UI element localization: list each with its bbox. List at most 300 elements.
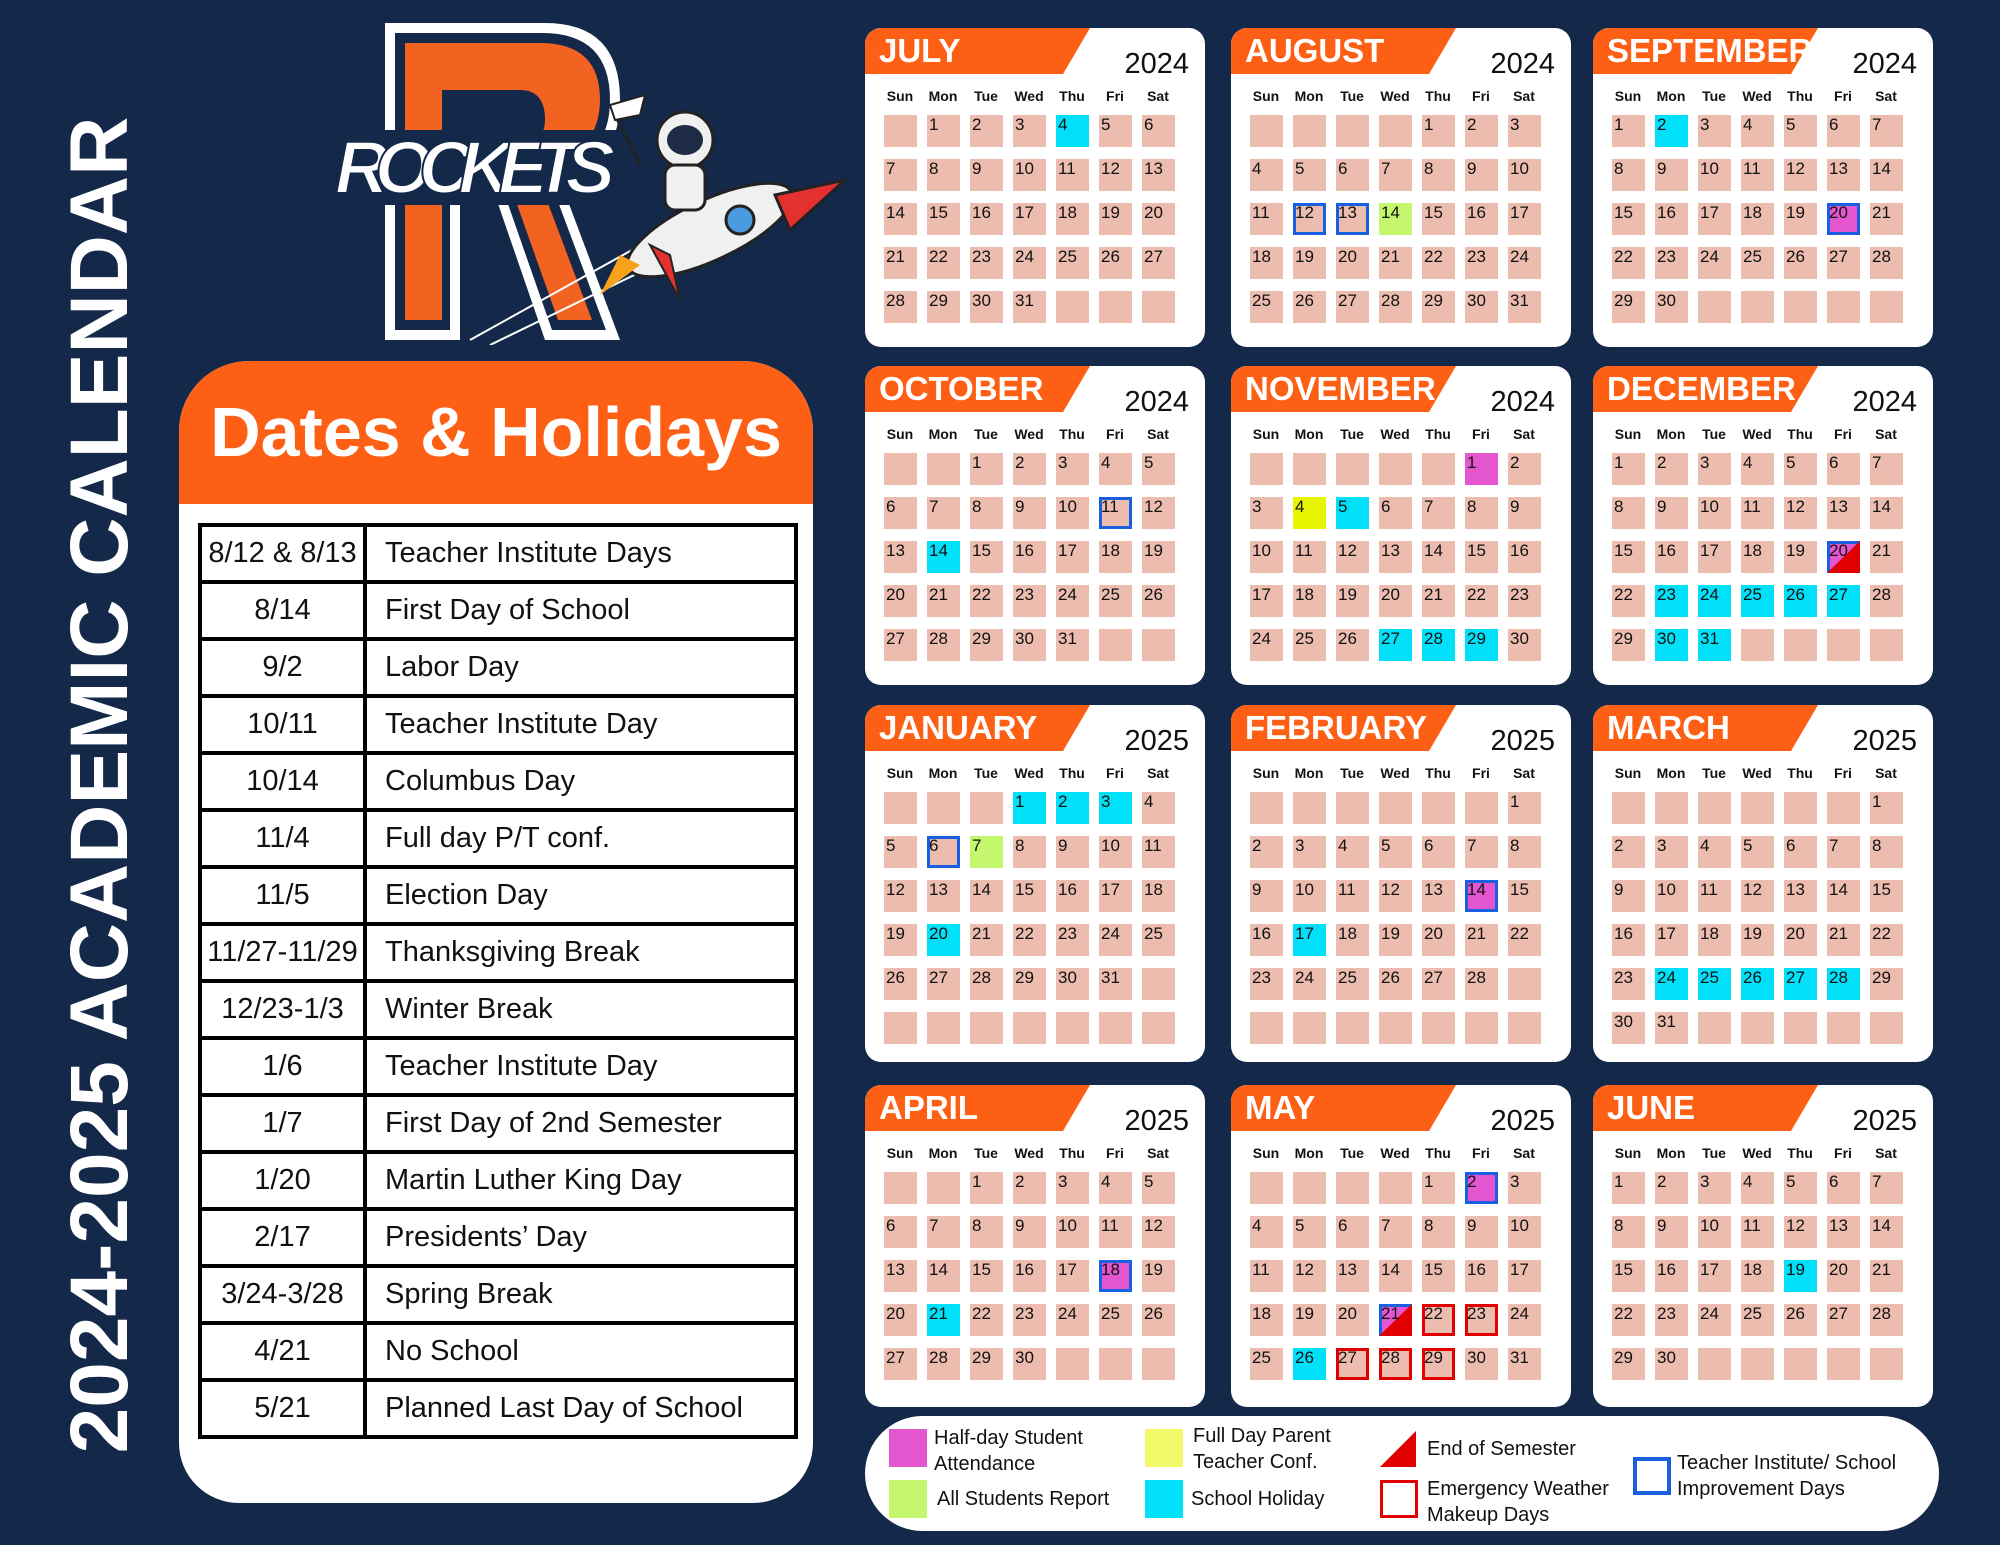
day-cell: [1698, 629, 1731, 661]
legend-institute: Teacher Institute/ School Improvement Days: [1677, 1452, 1897, 1500]
event-cell: Martin Luther King Day: [365, 1152, 796, 1209]
day-cell: [1250, 497, 1283, 529]
empty-day-cell: [970, 792, 1003, 824]
weekday-header: Wed: [1742, 765, 1772, 781]
day-cell: [1741, 585, 1774, 617]
day-cell: [1612, 1348, 1645, 1380]
day-cell: [1508, 1348, 1541, 1380]
day-cell: [884, 247, 917, 279]
empty-day-cell: [1870, 1348, 1903, 1380]
day-cell: [970, 203, 1003, 235]
day-number: 21: [1829, 924, 1848, 943]
day-cell: [1379, 497, 1412, 529]
day-cell: [970, 247, 1003, 279]
day-cell: [1655, 497, 1688, 529]
day-cell: [1870, 1216, 1903, 1248]
day-number: 28: [1381, 291, 1400, 310]
day-number: 23: [1467, 247, 1486, 266]
day-cell: [1142, 159, 1175, 191]
day-cell: [1013, 115, 1046, 147]
weekday-header: Mon: [1656, 765, 1686, 781]
day-number: 26: [1144, 1304, 1163, 1323]
day-cell: [1508, 1260, 1541, 1292]
weekday-header: Fri: [1834, 1145, 1852, 1161]
day-cell: [1056, 159, 1089, 191]
weekday-header: Thu: [1425, 1145, 1451, 1161]
weekday-header: Mon: [928, 1145, 958, 1161]
day-number: 4: [1295, 497, 1305, 516]
day-cell: [1741, 247, 1774, 279]
day-cell: [1379, 880, 1412, 912]
day-cell: [1870, 880, 1903, 912]
day-number: 25: [1338, 968, 1357, 987]
day-cell: [927, 203, 960, 235]
weekday-header: Sun: [1614, 88, 1642, 104]
day-cell: [1336, 203, 1369, 235]
day-cell: [1379, 1216, 1412, 1248]
event-cell: First Day of 2nd Semester: [365, 1095, 796, 1152]
day-number: 15: [1872, 880, 1891, 899]
day-number: 16: [1252, 924, 1271, 943]
weekday-header: Wed: [1742, 1145, 1772, 1161]
day-number: 29: [1015, 968, 1034, 987]
day-cell: [1250, 629, 1283, 661]
day-number: 10: [1700, 159, 1719, 178]
day-number: 31: [1510, 1348, 1529, 1367]
legend-end-of-semester: End of Semester: [1427, 1438, 1576, 1460]
day-cell: [1293, 924, 1326, 956]
end-of-semester-triangle-icon: [1380, 1431, 1416, 1467]
day-cell: [1056, 585, 1089, 617]
day-cell: [1655, 203, 1688, 235]
weekday-header: Sun: [1614, 1145, 1642, 1161]
empty-day-cell: [1293, 1172, 1326, 1204]
day-number: 26: [886, 968, 905, 987]
day-cell: [1870, 541, 1903, 573]
empty-day-cell: [1056, 291, 1089, 323]
day-cell: [1508, 792, 1541, 824]
dates-table: [198, 523, 798, 1439]
empty-day-cell: [884, 792, 917, 824]
page-title: 2024-2025 ACADEMIC CALENDAR: [54, 116, 145, 1454]
day-cell: [927, 291, 960, 323]
day-cell: [1655, 541, 1688, 573]
day-number: 18: [1144, 880, 1163, 899]
day-number: 10: [1058, 1216, 1077, 1235]
emergency-swatch: [1380, 1480, 1418, 1518]
day-cell: [1013, 968, 1046, 1000]
day-number: 18: [1743, 1260, 1762, 1279]
weekday-header: Sat: [1875, 88, 1897, 104]
day-number: 18: [1295, 585, 1314, 604]
day-cell: [1250, 585, 1283, 617]
day-cell: [1827, 968, 1860, 1000]
day-number: 1: [1872, 792, 1882, 811]
day-number: 21: [1872, 1260, 1891, 1279]
day-cell: [1142, 880, 1175, 912]
day-cell: [1013, 541, 1046, 573]
day-cell: [1379, 585, 1412, 617]
day-number: 20: [1829, 1260, 1848, 1279]
day-cell: [1655, 1172, 1688, 1204]
day-cell: [1655, 1348, 1688, 1380]
empty-day-cell: [1099, 1012, 1132, 1044]
day-number: 9: [1657, 159, 1667, 178]
day-number: 16: [1467, 1260, 1486, 1279]
date-cell: 1/6: [200, 1038, 365, 1095]
day-cell: [1099, 203, 1132, 235]
day-cell: [970, 968, 1003, 1000]
day-number: 3: [1015, 115, 1025, 134]
day-cell: [1870, 1304, 1903, 1336]
day-number: 14: [1872, 159, 1891, 178]
empty-day-cell: [1508, 1012, 1541, 1044]
day-cell: [1013, 924, 1046, 956]
day-cell: [1612, 1304, 1645, 1336]
dates-row: [200, 981, 796, 1038]
weekday-header: Sat: [1147, 426, 1169, 442]
day-cell: [927, 247, 960, 279]
day-cell: [1827, 497, 1860, 529]
day-cell: [1784, 924, 1817, 956]
weekday-header: Thu: [1059, 1145, 1085, 1161]
day-number: 22: [1614, 585, 1633, 604]
weekday-header: Fri: [1834, 88, 1852, 104]
day-cell: [1422, 203, 1455, 235]
dates-row: [200, 639, 796, 696]
day-cell: [1870, 968, 1903, 1000]
day-number: 1: [972, 453, 982, 472]
weekday-header: Mon: [1294, 426, 1324, 442]
day-cell: [1013, 203, 1046, 235]
day-number: 17: [1015, 203, 1034, 222]
day-number: 23: [1657, 585, 1676, 604]
weekday-header: Thu: [1425, 765, 1451, 781]
empty-day-cell: [1293, 792, 1326, 824]
empty-day-cell: [1379, 115, 1412, 147]
day-number: 26: [1144, 585, 1163, 604]
day-number: 18: [1743, 203, 1762, 222]
weekday-header: Fri: [1106, 1145, 1124, 1161]
month-card-december: [1593, 366, 1933, 685]
day-number: 20: [1381, 585, 1400, 604]
day-cell: [927, 968, 960, 1000]
day-number: 15: [929, 203, 948, 222]
day-cell: [1250, 1216, 1283, 1248]
day-cell: [1336, 497, 1369, 529]
day-number: 6: [886, 497, 896, 516]
day-number: 12: [1144, 1216, 1163, 1235]
weekday-header: Sun: [886, 426, 914, 442]
day-number: 10: [1700, 1216, 1719, 1235]
day-number: 20: [886, 585, 905, 604]
day-number: 1: [1614, 115, 1624, 134]
day-number: 18: [1101, 541, 1120, 560]
day-cell: [1250, 1348, 1283, 1380]
day-number: 19: [1786, 1260, 1805, 1279]
empty-day-cell: [1784, 1012, 1817, 1044]
day-number: 28: [1872, 247, 1891, 266]
day-number: 31: [1657, 1012, 1676, 1031]
day-number: 12: [1786, 159, 1805, 178]
empty-day-cell: [884, 115, 917, 147]
day-number: 30: [1467, 291, 1486, 310]
day-cell: [1099, 1260, 1132, 1292]
day-cell: [1655, 968, 1688, 1000]
day-cell: [1142, 585, 1175, 617]
day-number: 2: [1252, 836, 1262, 855]
day-number: 26: [1381, 968, 1400, 987]
day-number: 14: [1829, 880, 1848, 899]
day-number: 19: [1101, 203, 1120, 222]
empty-day-cell: [1612, 792, 1645, 824]
day-number: 31: [1510, 291, 1529, 310]
day-number: 22: [1015, 924, 1034, 943]
day-number: 23: [1015, 585, 1034, 604]
month-year: 2025: [1490, 725, 1555, 757]
month-name: DECEMBER: [1607, 370, 1796, 407]
month-card-january: [865, 705, 1205, 1062]
day-cell: [1099, 497, 1132, 529]
day-cell: [884, 1260, 917, 1292]
empty-day-cell: [927, 1012, 960, 1044]
day-cell: [1250, 203, 1283, 235]
day-cell: [1508, 203, 1541, 235]
empty-day-cell: [1379, 1012, 1412, 1044]
day-number: 11: [1252, 1260, 1270, 1279]
date-cell: 2/17: [200, 1209, 365, 1266]
day-number: 2: [1467, 1172, 1477, 1191]
day-number: 16: [1015, 541, 1034, 560]
dates-row: [200, 753, 796, 810]
day-number: 25: [1743, 1304, 1762, 1323]
weekday-header: Tue: [1340, 1145, 1364, 1161]
weekday-header: Sun: [1614, 765, 1642, 781]
day-number: 23: [1510, 585, 1529, 604]
day-cell: [1698, 924, 1731, 956]
holiday-swatch: [1145, 1480, 1183, 1518]
day-number: 8: [972, 1216, 982, 1235]
day-cell: [1056, 792, 1089, 824]
day-cell: [1013, 453, 1046, 485]
weekday-header: Fri: [1106, 426, 1124, 442]
day-cell: [1698, 453, 1731, 485]
day-number: 19: [1786, 203, 1805, 222]
day-number: 2: [1657, 1172, 1667, 1191]
day-cell: [1741, 924, 1774, 956]
empty-day-cell: [1056, 1348, 1089, 1380]
day-number: 21: [1872, 541, 1891, 560]
day-cell: [1508, 1172, 1541, 1204]
day-cell: [1293, 1304, 1326, 1336]
day-cell: [1422, 291, 1455, 323]
day-cell: [1827, 924, 1860, 956]
day-cell: [1379, 836, 1412, 868]
event-cell: Winter Break: [365, 981, 796, 1038]
weekday-header: Wed: [1742, 426, 1772, 442]
day-number: 1: [1614, 453, 1624, 472]
month-year: 2024: [1852, 48, 1917, 80]
day-number: 24: [1700, 585, 1719, 604]
day-number: 6: [886, 1216, 896, 1235]
dates-holidays-title: Dates & Holidays: [179, 361, 813, 504]
rockets-logo: [320, 15, 860, 345]
empty-day-cell: [1465, 792, 1498, 824]
day-number: 19: [1786, 541, 1805, 560]
event-cell: First Day of School: [365, 582, 796, 639]
day-number: 25: [1743, 585, 1762, 604]
day-cell: [1741, 1216, 1774, 1248]
day-cell: [1784, 541, 1817, 573]
day-cell: [1465, 836, 1498, 868]
day-cell: [1013, 497, 1046, 529]
day-number: 6: [1338, 1216, 1348, 1235]
day-cell: [1379, 1260, 1412, 1292]
day-cell: [1056, 880, 1089, 912]
day-number: 13: [1338, 203, 1357, 222]
day-cell: [1508, 880, 1541, 912]
day-number: 13: [1829, 1216, 1848, 1235]
day-number: 6: [1381, 497, 1391, 516]
day-cell: [970, 497, 1003, 529]
day-cell: [1336, 968, 1369, 1000]
day-number: 30: [1467, 1348, 1486, 1367]
month-name: FEBRUARY: [1245, 709, 1428, 746]
day-cell: [1655, 453, 1688, 485]
day-number: 20: [1786, 924, 1805, 943]
day-cell: [1784, 1304, 1817, 1336]
weekday-header: Thu: [1787, 765, 1813, 781]
day-cell: [1784, 836, 1817, 868]
weekday-header: Sat: [1147, 765, 1169, 781]
empty-day-cell: [1250, 1012, 1283, 1044]
empty-day-cell: [1336, 115, 1369, 147]
empty-day-cell: [1099, 1348, 1132, 1380]
day-cell: [1508, 1304, 1541, 1336]
day-number: 3: [1700, 1172, 1710, 1191]
day-number: 13: [1381, 541, 1400, 560]
month-name: SEPTEMBER: [1607, 32, 1813, 69]
day-cell: [1013, 247, 1046, 279]
month-card-february: [1231, 705, 1571, 1062]
day-number: 5: [1786, 115, 1796, 134]
day-number: 3: [1510, 115, 1520, 134]
day-number: 5: [1144, 1172, 1154, 1191]
empty-day-cell: [1741, 1012, 1774, 1044]
day-number: 7: [1424, 497, 1434, 516]
day-cell: [1655, 1216, 1688, 1248]
day-number: 11: [1144, 836, 1162, 855]
weekday-header: Tue: [1340, 426, 1364, 442]
day-cell: [1142, 497, 1175, 529]
day-number: 10: [1058, 497, 1077, 516]
day-cell: [1099, 1216, 1132, 1248]
all-students-report-swatch: [889, 1480, 927, 1518]
weekday-header: Tue: [1702, 765, 1726, 781]
day-number: 9: [1467, 159, 1477, 178]
day-number: 11: [1058, 159, 1076, 178]
day-cell: [1099, 247, 1132, 279]
day-cell: [1827, 836, 1860, 868]
day-cell: [884, 924, 917, 956]
day-number: 21: [929, 1304, 948, 1323]
day-number: 11: [1700, 880, 1718, 899]
day-number: 19: [1381, 924, 1400, 943]
day-cell: [1422, 836, 1455, 868]
day-cell: [884, 629, 917, 661]
month-year: 2025: [1490, 1105, 1555, 1137]
day-number: 4: [1743, 115, 1753, 134]
day-cell: [970, 585, 1003, 617]
day-cell: [1056, 924, 1089, 956]
day-number: 23: [1252, 968, 1271, 987]
day-number: 2: [1015, 1172, 1025, 1191]
day-number: 1: [1467, 453, 1477, 472]
day-number: 15: [972, 541, 991, 560]
empty-day-cell: [1422, 453, 1455, 485]
day-cell: [1422, 585, 1455, 617]
day-cell: [1013, 792, 1046, 824]
weekday-header: Tue: [974, 426, 998, 442]
day-number: 17: [1700, 541, 1719, 560]
day-cell: [1013, 291, 1046, 323]
day-cell: [1612, 1216, 1645, 1248]
day-number: 14: [1424, 541, 1443, 560]
empty-day-cell: [1250, 115, 1283, 147]
day-cell: [1336, 1260, 1369, 1292]
month-card-june: [1593, 1085, 1933, 1407]
day-number: 8: [1614, 497, 1624, 516]
day-cell: [884, 968, 917, 1000]
day-number: 30: [1614, 1012, 1633, 1031]
empty-day-cell: [1741, 291, 1774, 323]
weekday-header: Wed: [1742, 88, 1772, 104]
day-number: 13: [1338, 1260, 1357, 1279]
legend-holiday: School Holiday: [1191, 1488, 1325, 1510]
day-cell: [1698, 1304, 1731, 1336]
day-number: 15: [1424, 1260, 1443, 1279]
day-cell: [1293, 1260, 1326, 1292]
day-number: 6: [929, 836, 939, 855]
day-cell: [1508, 159, 1541, 191]
day-number: 29: [1424, 291, 1443, 310]
day-number: 3: [1295, 836, 1305, 855]
day-number: 5: [1295, 159, 1305, 178]
day-cell: [1056, 1304, 1089, 1336]
day-number: 30: [1058, 968, 1077, 987]
day-cell: [1508, 247, 1541, 279]
day-number: 23: [972, 247, 991, 266]
day-number: 2: [1510, 453, 1520, 472]
weekday-header: Thu: [1059, 426, 1085, 442]
day-number: 11: [1743, 497, 1761, 516]
day-number: 29: [1424, 1348, 1443, 1367]
day-cell: [1422, 115, 1455, 147]
day-number: 22: [929, 247, 948, 266]
day-cell: [1056, 203, 1089, 235]
weekday-header: Mon: [1294, 88, 1324, 104]
empty-day-cell: [1293, 1012, 1326, 1044]
month-name: JULY: [879, 32, 961, 69]
weekday-header: Fri: [1472, 1145, 1490, 1161]
day-number: 19: [1295, 1304, 1314, 1323]
weekday-header: Tue: [974, 1145, 998, 1161]
day-number: 20: [1338, 247, 1357, 266]
day-number: 3: [1700, 115, 1710, 134]
day-cell: [1784, 159, 1817, 191]
day-cell: [1336, 585, 1369, 617]
day-number: 16: [1614, 924, 1633, 943]
